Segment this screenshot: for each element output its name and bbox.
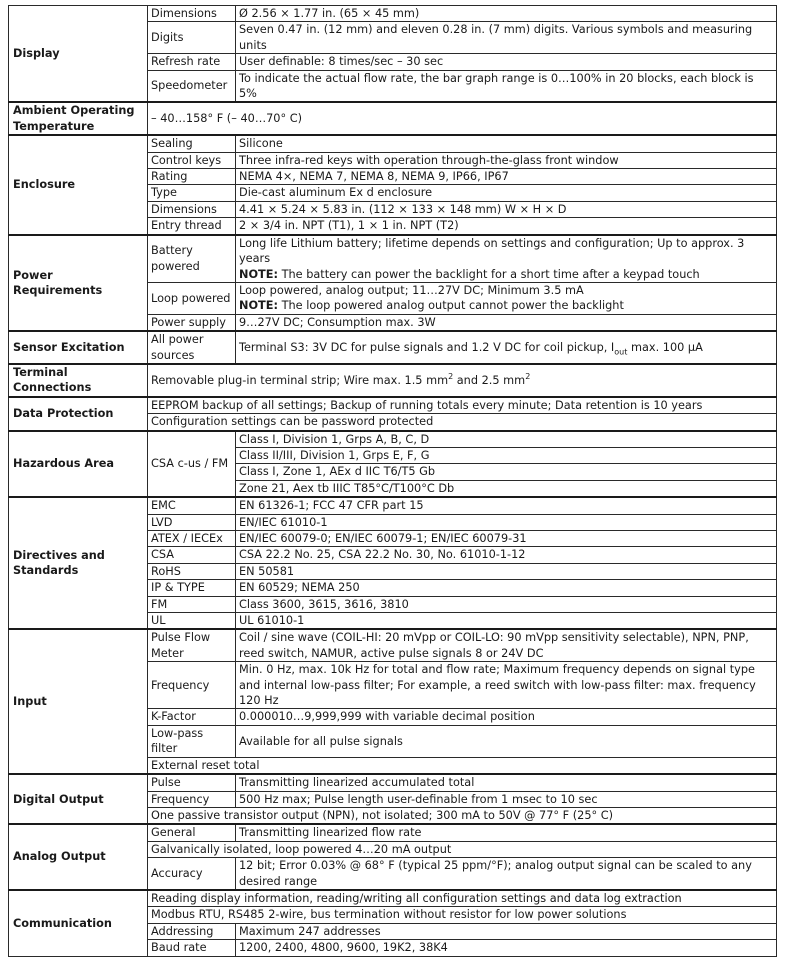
- digital-frequency-label: Frequency: [148, 791, 236, 807]
- analog-general-value: Transmitting linearized flow rate: [236, 824, 777, 841]
- power-row: [9, 235, 777, 283]
- power-loop-label: Loop powered: [148, 282, 236, 314]
- comm-addressing-label: Addressing: [148, 923, 236, 939]
- comm-baud-label: Baud rate: [148, 940, 236, 956]
- hazard-row: [9, 431, 777, 448]
- analog-line: Galvanically isolated, loop powered 4…20 mA output: [148, 841, 777, 857]
- comm-baud-value: 1200, 2400, 4800, 9600, 19K2, 38K4: [236, 940, 777, 956]
- enclosure-type-value: Die-cast aluminum Ex d enclosure: [236, 185, 777, 201]
- terminal-value: [148, 364, 777, 397]
- dataprot-heading: Data Protection: [9, 397, 148, 431]
- sensor-value-tail: max. 100 µA: [627, 340, 703, 354]
- power-battery-note: The battery can power the backlight for a short time after a keypad touch: [281, 267, 700, 281]
- hazard-item: Class II/III, Division 1, Grps E, F, G: [236, 447, 777, 463]
- display-digits-label: Digits: [148, 22, 236, 54]
- display-refresh-value: User definable: 8 times/sec – 30 sec: [236, 54, 777, 70]
- power-battery-value: Long life Lithium battery; lifetime depends on settings and configuration; Up to approx. 3 years: [239, 236, 745, 266]
- input-kfactor-label: K-Factor: [148, 709, 236, 725]
- terminal-sup: 2: [448, 371, 454, 381]
- sensor-value-sub: out: [614, 347, 628, 357]
- directive-value: EN 60529; NEMA 250: [236, 580, 777, 596]
- input-heading: Input: [9, 629, 148, 774]
- digital-heading: Digital Output: [9, 774, 148, 824]
- hazard-item: Class I, Division 1, Grps A, B, C, D: [236, 431, 777, 448]
- directive-label: CSA: [148, 547, 236, 563]
- enclosure-control-value: Three infra-red keys with operation through-the-glass front window: [236, 152, 777, 168]
- directive-value: EN 50581: [236, 563, 777, 579]
- input-lowpass-value: Available for all pulse signals: [236, 725, 777, 757]
- power-battery-note-label: NOTE:: [239, 267, 278, 281]
- directive-label: FM: [148, 596, 236, 612]
- enclosure-entry-value: 2 × 3/4 in. NPT (T1), 1 × 1 in. NPT (T2): [236, 218, 777, 235]
- dataprot-row: [9, 397, 777, 414]
- comm-heading: Communication: [9, 890, 148, 956]
- hazard-label: CSA c-us / FM: [148, 431, 236, 498]
- terminal-value-text: Removable plug-in terminal strip; Wire max. 1.5 mm: [151, 373, 449, 387]
- terminal-heading: Terminal Connections: [9, 364, 148, 397]
- directive-value: EN/IEC 60079-0; EN/IEC 60079-1; EN/IEC 60079-31: [236, 531, 777, 547]
- digital-line: One passive transistor output (NPN), not isolated; 300 mA to 50V @ 77° F (25° C): [148, 807, 777, 824]
- directives-heading: Directives and Standards: [9, 497, 148, 629]
- digital-row: [9, 774, 777, 791]
- input-reset: External reset total: [148, 757, 777, 774]
- dataprot-line2: Configuration settings can be password protected: [148, 414, 777, 431]
- sensor-heading: Sensor Excitation: [9, 331, 148, 364]
- enclosure-entry-label: Entry thread: [148, 218, 236, 235]
- sensor-label: All power sources: [148, 331, 236, 364]
- sensor-value-text: Terminal S3: 3V DC for pulse signals and 1.2 V DC for coil pickup, I: [239, 340, 615, 354]
- digital-pulse-value: Transmitting linearized accumulated total: [236, 774, 777, 791]
- display-heading: Display: [9, 6, 148, 103]
- enclosure-control-label: Control keys: [148, 152, 236, 168]
- terminal-row: [9, 364, 777, 397]
- enclosure-dimensions-value: 4.41 × 5.24 × 5.83 in. (112 × 133 × 148 mm) W × H × D: [236, 201, 777, 217]
- display-dimensions-label: Dimensions: [148, 6, 236, 22]
- analog-row: [9, 824, 777, 841]
- comm-row: [9, 890, 777, 907]
- terminal-sup: 2: [525, 371, 531, 381]
- display-speedometer-value: To indicate the actual flow rate, the bar graph range is 0…100% in 20 blocks, each block is 5%: [236, 70, 777, 102]
- display-dimensions-value: Ø 2.56 × 1.77 in. (65 × 45 mm): [236, 6, 777, 22]
- directive-label: UL: [148, 613, 236, 630]
- ambient-heading: Ambient Operating Temperature: [9, 102, 148, 135]
- spec-table: [8, 5, 777, 957]
- enclosure-row: [9, 135, 777, 152]
- input-frequency-value: Min. 0 Hz, max. 10k Hz for total and flow rate; Maximum frequency depends on signal type and internal low-pass filter; For example, a reed switch with low-pass filter: max. frequency 120 Hz: [236, 662, 777, 709]
- enclosure-type-label: Type: [148, 185, 236, 201]
- input-frequency-label: Frequency: [148, 662, 236, 709]
- hazard-item: Zone 21, Aex tb IIIC T85°C/T100°C Db: [236, 480, 777, 497]
- directive-label: EMC: [148, 497, 236, 514]
- dataprot-line1: EEPROM backup of all settings; Backup of running totals every minute; Data retention is 10 years: [148, 397, 777, 414]
- hazard-item: Class I, Zone 1, AEx d IIC T6/T5 Gb: [236, 464, 777, 480]
- analog-accuracy-label: Accuracy: [148, 858, 236, 890]
- power-battery-cell: [236, 235, 777, 283]
- comm-line2: Modbus RTU, RS485 2-wire, bus termination without resistor for low power solutions: [148, 907, 777, 923]
- enclosure-rating-label: Rating: [148, 169, 236, 185]
- directive-value: UL 61010-1: [236, 613, 777, 630]
- input-lowpass-label: Low-pass filter: [148, 725, 236, 757]
- power-supply-label: Power supply: [148, 314, 236, 331]
- display-row: [9, 6, 777, 22]
- directive-label: LVD: [148, 514, 236, 530]
- enclosure-heading: Enclosure: [9, 135, 148, 234]
- directive-value: CSA 22.2 No. 25, CSA 22.2 No. 30, No. 61010-1-12: [236, 547, 777, 563]
- comm-addressing-value: Maximum 247 addresses: [236, 923, 777, 939]
- display-digits-value: Seven 0.47 in. (12 mm) and eleven 0.28 in. (7 mm) digits. Various symbols and measuring units: [236, 22, 777, 54]
- ambient-row: [9, 102, 777, 135]
- directive-value: Class 3600, 3615, 3616, 3810: [236, 596, 777, 612]
- digital-frequency-value: 500 Hz max; Pulse length user-definable from 1 msec to 10 sec: [236, 791, 777, 807]
- display-speedometer-label: Speedometer: [148, 70, 236, 102]
- analog-heading: Analog Output: [9, 824, 148, 890]
- directive-label: ATEX / IECEx: [148, 531, 236, 547]
- power-loop-value: Loop powered, analog output; 11…27V DC; Minimum 3.5 mA: [239, 283, 584, 297]
- directive-value: EN/IEC 61010-1: [236, 514, 777, 530]
- enclosure-dimensions-label: Dimensions: [148, 201, 236, 217]
- directives-row: [9, 497, 777, 514]
- digital-pulse-label: Pulse: [148, 774, 236, 791]
- enclosure-sealing-label: Sealing: [148, 135, 236, 152]
- input-pulse-value: Coil / sine wave (COIL-HI: 20 mVpp or COIL-LO: 90 mVpp sensitivity selectable), NPN, PNP, reed switch, NAMUR, active pulse signals 8 or 24V DC: [236, 629, 777, 661]
- hazard-heading: Hazardous Area: [9, 431, 148, 498]
- power-loop-cell: [236, 282, 777, 314]
- power-battery-label: Battery powered: [148, 235, 236, 283]
- power-heading: Power Requirements: [9, 235, 148, 331]
- directive-value: EN 61326-1; FCC 47 CFR part 15: [236, 497, 777, 514]
- directive-label: IP & TYPE: [148, 580, 236, 596]
- power-loop-note-label: NOTE:: [239, 299, 278, 313]
- comm-line1: Reading display information, reading/writing all configuration settings and data log extraction: [148, 890, 777, 907]
- input-row: [9, 629, 777, 661]
- input-pulse-label: Pulse Flow Meter: [148, 629, 236, 661]
- enclosure-rating-value: NEMA 4×, NEMA 7, NEMA 8, NEMA 9, IP66, IP67: [236, 169, 777, 185]
- ambient-value: – 40…158° F (– 40…70° C): [148, 102, 777, 135]
- enclosure-sealing-value: Silicone: [236, 135, 777, 152]
- directive-label: RoHS: [148, 563, 236, 579]
- display-refresh-label: Refresh rate: [148, 54, 236, 70]
- analog-general-label: General: [148, 824, 236, 841]
- power-loop-note: The loop powered analog output cannot power the backlight: [281, 299, 624, 313]
- sensor-row: [9, 331, 777, 364]
- sensor-value: [236, 331, 777, 364]
- terminal-value-mid: and 2.5 mm: [453, 373, 526, 387]
- analog-accuracy-value: 12 bit; Error 0.03% @ 68° F (typical 25 ppm/°F); analog output signal can be scaled to any desired range: [236, 858, 777, 890]
- power-supply-value: 9…27V DC; Consumption max. 3W: [236, 314, 777, 331]
- input-kfactor-value: 0.000010…9,999,999 with variable decimal position: [236, 709, 777, 725]
